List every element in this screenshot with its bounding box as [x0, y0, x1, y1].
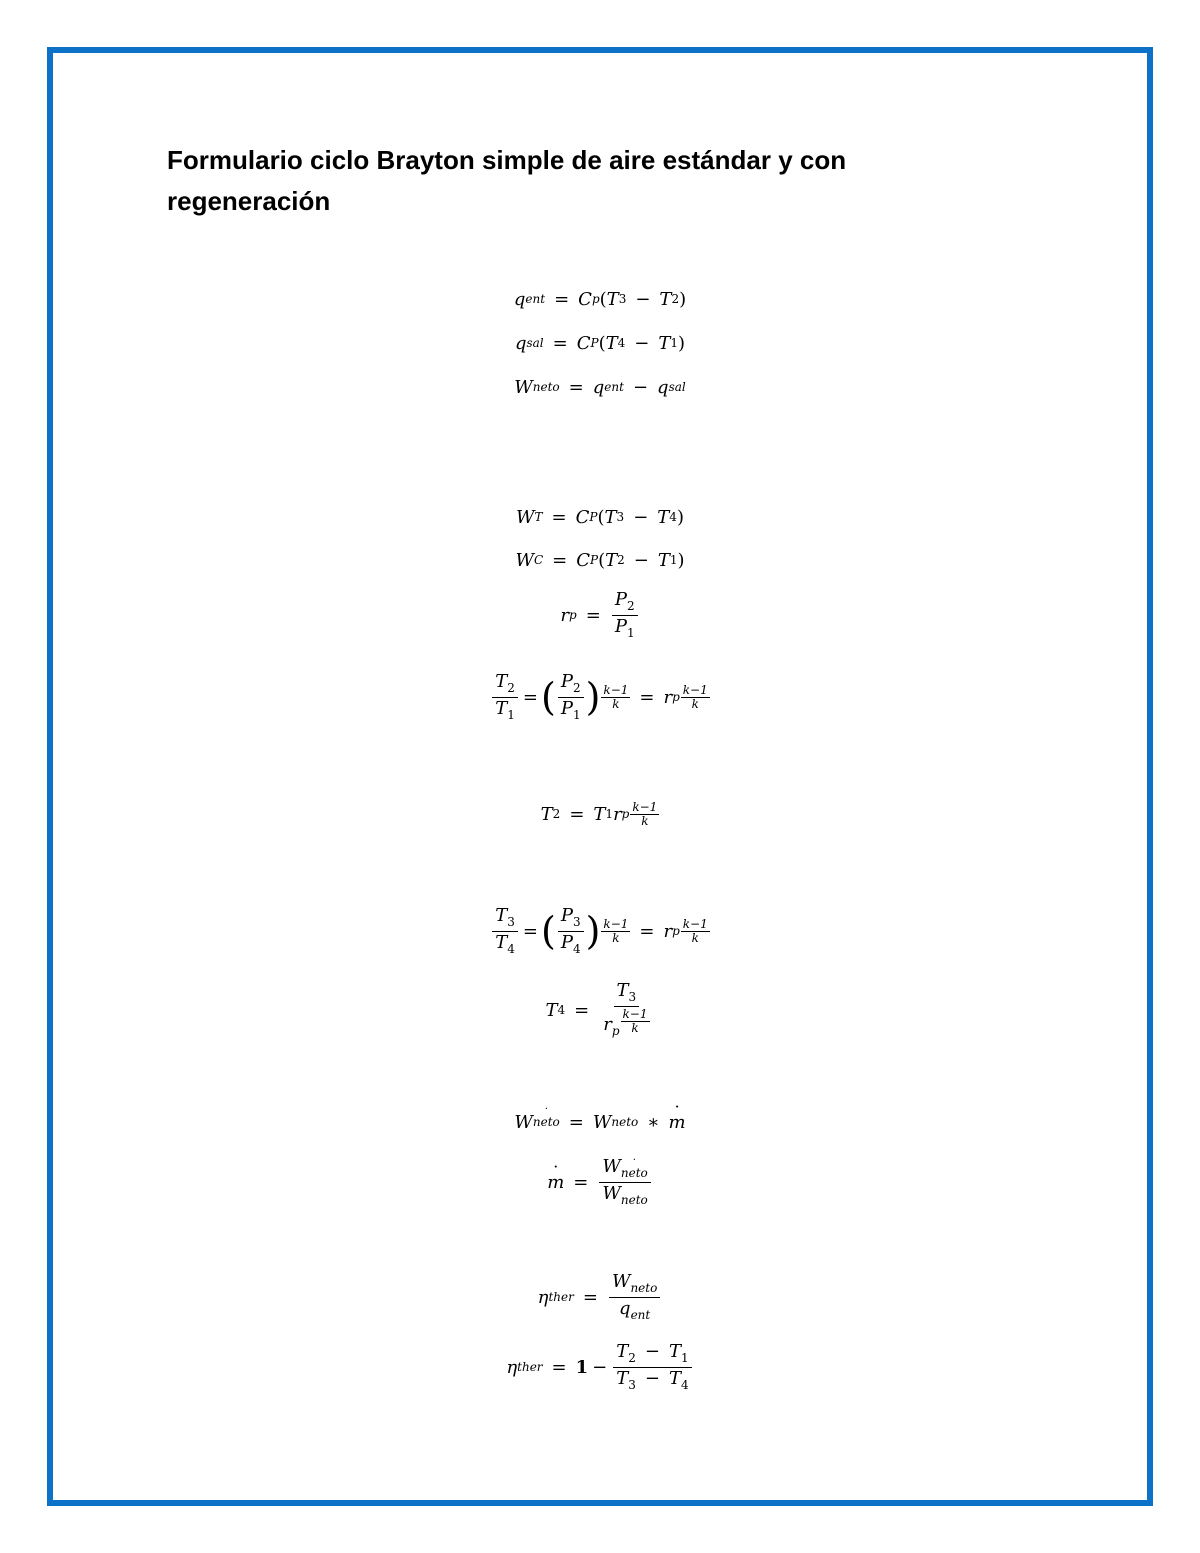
equation-heat-out: q sal = C P ( T 4 − T 1 )	[514, 332, 686, 354]
equation-t2: T 2 = T 1 r p $\frac{k-1}{k}$	[540, 799, 658, 828]
equation-compression-isentropic: $\frac{T_2}{T_1}$ = ( $\frac{P_2}{P_1}$ ) $\frac{k-1}{k}$ = r p $\frac{k-1}{k}$	[0, 658, 1200, 736]
equation-expansion-isentropic: $\frac{T_3}{T_4}$ = ( $\frac{P_3}{P_4}$ ) $\frac{k-1}{k}$ = r p $\frac{k-1}{k}$	[0, 892, 1200, 970]
equation-t4: T 4 = $T_3$ $r_p$ $\frac{k-1}{k}$	[545, 980, 648, 1038]
equation-heat-in: q ent = C p ( T 3 − T 2 )	[513, 288, 687, 310]
equation-thermal-efficiency-temperatures: η ther = 1 − $\frac{T_2 - T_1}{T_3 - T_4}$	[0, 1336, 1200, 1398]
equation-mass-flow: m ˙ = $\frac{\text{Wneto ˙}}{W_{neto}}$	[0, 1150, 1200, 1214]
equation-pressure-ratio: r p = $\frac{P_2}{P_1}$	[0, 586, 1200, 644]
equation-net-work: W neto = q ent − q sal	[514, 376, 686, 398]
page-title: Formulario ciclo Brayton simple de aire estándar y con regeneración	[167, 145, 847, 216]
equation-thermal-efficiency: η ther = $\frac{W_{neto}}{q_{ent}}$	[0, 1266, 1200, 1328]
equation-turbine-work: W T = C P ( T 3 − T 4 )	[516, 506, 684, 528]
equation-compressor-work: W C = C P ( T 2 − T 1 )	[515, 549, 685, 571]
equation-net-power: W neto ˙ = W neto ∗ m ˙	[0, 1106, 1200, 1138]
